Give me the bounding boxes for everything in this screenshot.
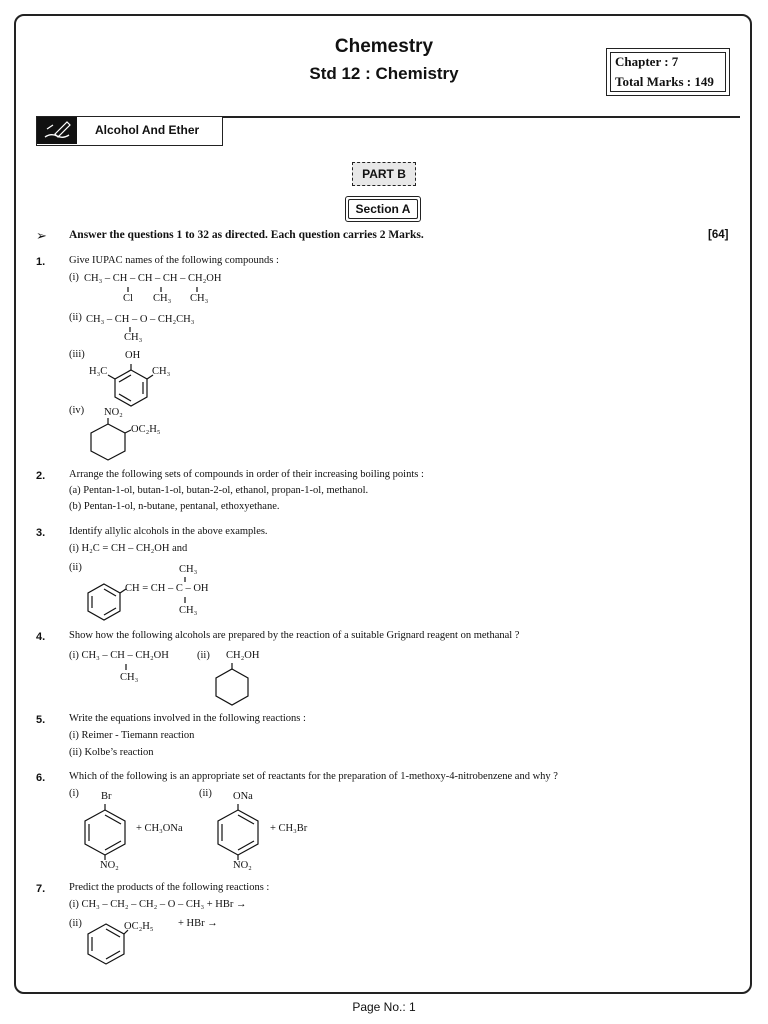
- q1-ii-label: (ii): [69, 312, 82, 323]
- q1-i-sub2: CH₃: [153, 293, 172, 304]
- page-title: Chemestry: [334, 36, 434, 57]
- topic-label: Alcohol And Ether: [95, 123, 200, 137]
- chapter-label: Chapter : 7: [615, 54, 679, 69]
- q1-iii-label: (iii): [69, 349, 85, 360]
- question-number-6: 6.: [36, 772, 46, 784]
- q6-i-bottom: NO₂: [100, 860, 119, 871]
- q1-iv-top: NO₂: [104, 407, 123, 418]
- q6-ii-label: (ii): [199, 788, 212, 799]
- question-4-text: Show how the following alcohols are prepared by the reaction of a suitable Grignard reagent on methanal ?: [69, 630, 520, 641]
- question-number-4: 4.: [36, 631, 46, 643]
- section-marks: [64]: [708, 229, 729, 241]
- question-5-text: Write the equations involved in the following reactions :: [69, 713, 306, 724]
- q1-i-label: (i): [69, 272, 79, 283]
- part-label: PART B: [352, 162, 416, 186]
- question-7-text: Predict the products of the following reactions :: [69, 882, 270, 893]
- section-label: Section A: [345, 196, 421, 222]
- question-5-i: (i) Reimer - Tiemann reaction: [69, 730, 195, 741]
- q7-ii-reagent: + HBr →: [178, 918, 218, 929]
- q1-i-sub3: CH₃: [190, 293, 209, 304]
- q3-ii-bottom: CH₃: [179, 605, 198, 616]
- question-1-text: Give IUPAC names of the following compounds :: [69, 255, 279, 266]
- q1-i-chain: CH₃ – CH – CH – CH – CH₂OH: [84, 273, 222, 284]
- q4-ii-label: (ii): [197, 650, 210, 661]
- question-number-7: 7.: [36, 883, 46, 895]
- question-number-5: 5.: [36, 714, 46, 726]
- question-7-i: (i) CH₃ – CH₂ – CH₂ – O – CH₃ + HBr →: [69, 899, 247, 910]
- q7-ii-label: (ii): [69, 918, 82, 929]
- question-6-text: Which of the following is an appropriate set of reactants for the preparation of 1-methoxy-4-nitrobenzene and why ?: [69, 771, 558, 782]
- question-number-3: 3.: [36, 527, 46, 539]
- question-4-i: (i) CH₃ – CH – CH₂OH: [69, 650, 169, 661]
- q1-iii-top: OH: [125, 350, 141, 361]
- q1-i-sub1: Cl: [123, 293, 133, 304]
- q3-ii-label: (ii): [69, 562, 82, 573]
- q3-ii-chain: CH = CH – C – OH: [125, 583, 209, 594]
- question-number-1: 1.: [36, 256, 46, 268]
- q6-i-top: Br: [101, 791, 112, 802]
- instruction-text: Answer the questions 1 to 32 as directed. Each question carries 2 Marks.: [69, 229, 424, 241]
- q6-i-reagent: + CH₃ONa: [136, 823, 183, 834]
- q6-ii-bottom: NO₂: [233, 860, 252, 871]
- question-number-2: 2.: [36, 470, 46, 482]
- q7-ii-sub: OC₂H₅: [124, 921, 154, 932]
- q6-ii-top: ONa: [233, 791, 253, 802]
- q1-iii-right: CH₃: [152, 366, 171, 377]
- q1-iv-right: OC₂H₅: [131, 424, 161, 435]
- q1-ii-chain: CH₃ – CH – O – CH₂CH₃: [86, 314, 195, 325]
- page-subtitle: Std 12 : Chemistry: [309, 64, 459, 83]
- bullet-arrow-icon: ➢: [36, 228, 47, 243]
- question-3-i: (i) H₂C = CH – CH₂OH and: [69, 543, 188, 554]
- total-marks-label: Total Marks : 149: [615, 74, 714, 89]
- q1-ii-sub: CH₃: [124, 332, 143, 343]
- q1-iv-label: (iv): [69, 405, 85, 416]
- q4-i-sub: CH₃: [120, 672, 139, 683]
- q1-iii-left: H₃C: [89, 366, 108, 377]
- question-5-ii: (ii) Kolbe’s reaction: [69, 747, 154, 758]
- q4-ii-top: CH₂OH: [226, 650, 260, 661]
- question-3-text: Identify allylic alcohols in the above examples.: [69, 526, 268, 537]
- page-number: Page No.: 1: [352, 1000, 416, 1014]
- question-2-a: (a) Pentan-1-ol, butan-1-ol, butan-2-ol, ethanol, propan-1-ol, methanol.: [69, 485, 369, 496]
- q6-i-label: (i): [69, 788, 79, 799]
- q3-ii-top: CH₃: [179, 564, 198, 575]
- question-2-b: (b) Pentan-1-ol, n-butane, pentanal, ethoxyethane.: [69, 501, 280, 512]
- question-2-text: Arrange the following sets of compounds in order of their increasing boiling points :: [69, 469, 424, 480]
- q6-ii-reagent: + CH₃Br: [270, 823, 308, 834]
